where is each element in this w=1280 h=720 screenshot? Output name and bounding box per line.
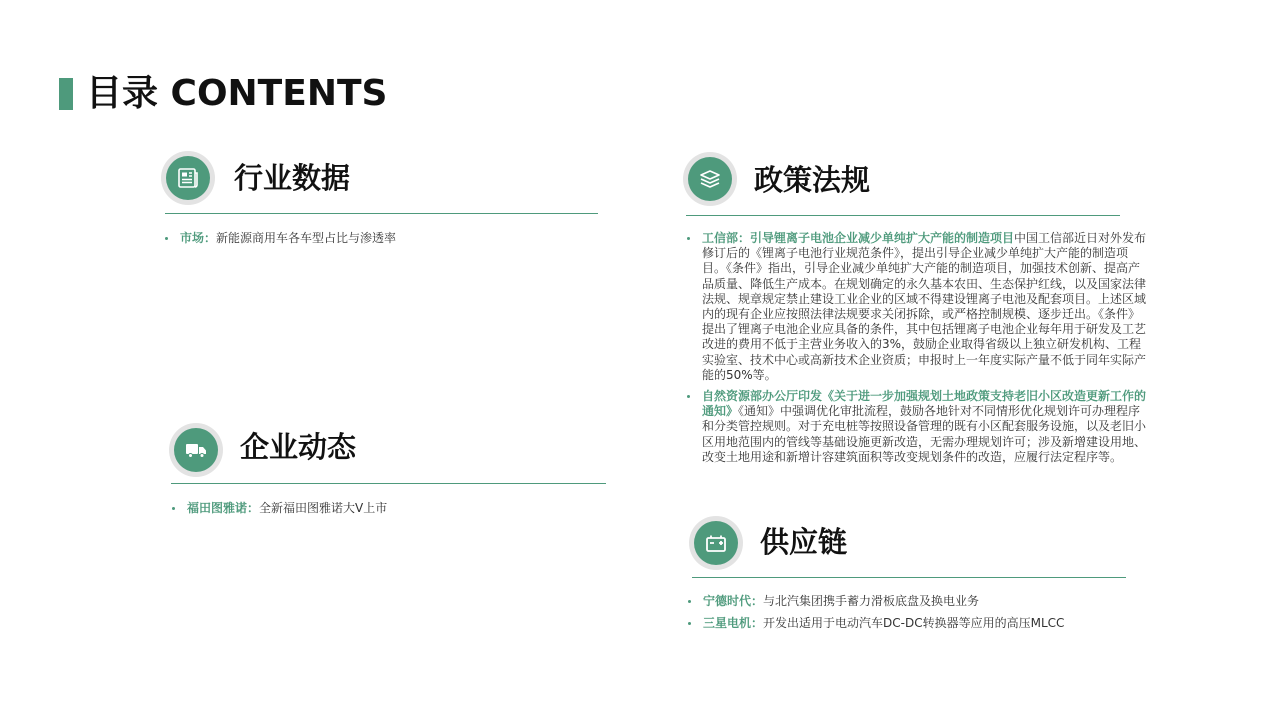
- stack-layers-icon: [688, 157, 732, 201]
- section-icon-badge: [689, 516, 743, 570]
- section-items: [171, 501, 611, 516]
- list-item: 自然资源部办公厅印发《关于进一步加强规划土地政策支持老旧小区改造更新工作的通知》《通知》中强调优化审批流程，鼓励各地针对不同情形优化规划许可办理程序和分类管控规则。对于充电桩等按照设备管理的既有小区配套服务设施，以及老旧小区用地范围内的管线等基础设施更新改造，无需办理规划许可；涉及新增建设用地、改变土地用途和新增计容建筑面积等改变规划条件的改造，应履行法定程序等。: [686, 389, 1151, 465]
- section-items: [164, 231, 604, 246]
- list-item: 工信部：引导锂离子电池企业减少单纯扩大产能的制造项目中国工信部近日对外发布修订后的《锂离子电池行业规范条件》，提出引导企业减少单纯扩大产能的制造项目。《条件》指出，引导企业减少单纯扩大产能的制造项目，加强技术创新、提高产品质量、降低生产成本。在规划确定的永久基本农田、生态保护红线，以及国家法律法规、规章规定禁止建设工业企业的区域不得建设锂离子电池及配套项目。上述区域内的现有企业应按照法律法规要求关闭拆除，或严格控制规模、逐步迁出。《条件》提出了锂离子电池企业应具备的条件，其中包括锂离子电池企业每年用于研发及工艺改进的费用不低于主营业务收入的3%，鼓励企业取得省级以上独立研发机构、工程实验室、技术中心或高新技术企业资质；申报时上一年度实际产量不低于同年实际产能的50%等。: [686, 231, 1151, 383]
- list-item: 福田图雅诺：全新福田图雅诺大V上市: [171, 501, 611, 516]
- newspaper-icon: [166, 156, 210, 200]
- list-item: 三星电机：开发出适用于电动汽车DC-DC转换器等应用的高压MLCC: [687, 612, 1157, 634]
- section-divider: [171, 483, 606, 484]
- truck-icon: [174, 428, 218, 472]
- section-items: [686, 231, 1151, 465]
- page-title: 目录 CONTENTS: [86, 73, 388, 114]
- section-divider: [686, 215, 1120, 216]
- battery-icon: [694, 521, 738, 565]
- section-items: [687, 590, 1157, 634]
- list-item: 宁德时代：与北汽集团携手蓄力滑板底盘及换电业务: [687, 590, 1157, 612]
- section-title: 行业数据: [234, 161, 351, 195]
- title-accent-bar: [59, 78, 73, 110]
- section-divider: [692, 577, 1126, 578]
- section-title: 供应链: [760, 525, 848, 559]
- section-title: 企业动态: [240, 430, 357, 464]
- section-title: 政策法规: [754, 163, 871, 197]
- section-divider: [165, 213, 598, 214]
- section-icon-badge: [169, 423, 223, 477]
- list-item: 市场：新能源商用车各车型占比与渗透率: [164, 231, 604, 246]
- section-icon-badge: [683, 152, 737, 206]
- section-icon-badge: [161, 151, 215, 205]
